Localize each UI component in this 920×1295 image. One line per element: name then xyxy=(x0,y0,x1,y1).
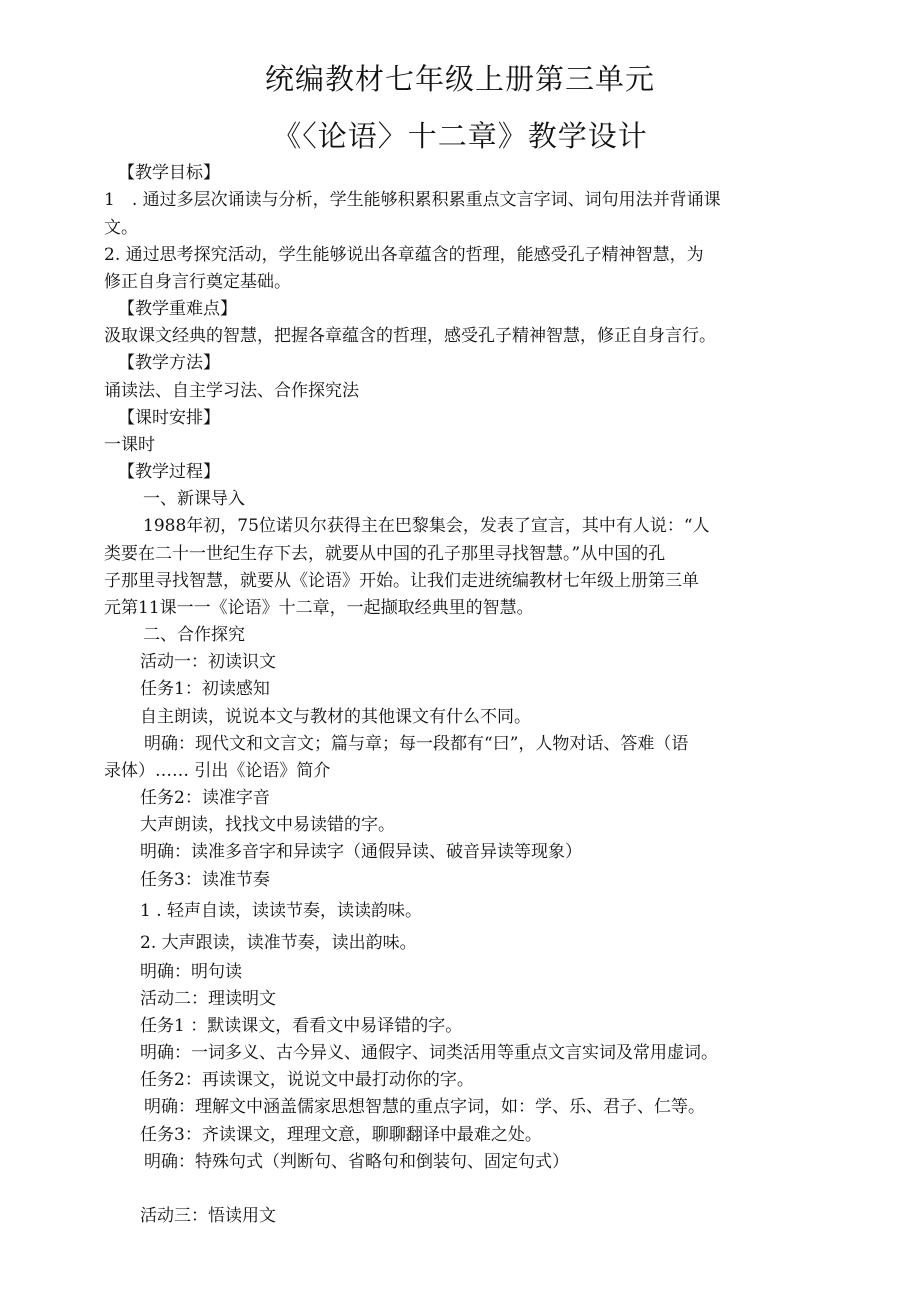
activity-heading: 活动三：悟读用文 xyxy=(140,1206,276,1226)
section-heading-schedule: 【课时安排】 xyxy=(118,408,220,428)
paragraph-line: 明确：明句读 xyxy=(140,962,242,982)
task-heading: 任务3：齐读课文，理理文意，聊聊翻译中最难之处。 xyxy=(140,1125,542,1145)
paragraph-line: 2. 大声跟读，读准节奏，读出韵味。 xyxy=(140,933,417,953)
paragraph-line: 大声朗读，找找文中易读错的字。 xyxy=(140,815,395,835)
document-subtitle: 《〈论语〉十二章》教学设计 xyxy=(272,119,648,153)
paragraph-line: 1 . 轻声自读，读读节奏，读读韵味。 xyxy=(140,901,423,921)
paragraph-line: 子那里寻找智慧，就要从《论语》开始。让我们走进统编教材七年级上册第三单 xyxy=(104,571,699,591)
subsection-heading: 二、合作探究 xyxy=(143,625,245,645)
task-heading: 任务1：初读感知 xyxy=(140,679,270,699)
task-heading: 任务2：再读课文，说说文中最打动你的字。 xyxy=(140,1070,474,1090)
paragraph-line: 明确：现代文和文言文；篇与章；每一段都有“曰”，人物对话、答难（语 xyxy=(144,734,689,754)
paragraph-line: 类要在二十一世纪生存下去，就要从中国的孔子那里寻找智慧。”从中国的孔 xyxy=(104,544,666,564)
paragraph-line: 1 . 通过多层次诵读与分析，学生能够积累积累重点文言字词、词句用法并背诵课 xyxy=(104,190,721,210)
paragraph-line: 汲取课文经典的智慧，把握各章蕴含的哲理，感受孔子精神智慧，修正自身言行。 xyxy=(104,326,716,346)
section-heading-key-points: 【教学重难点】 xyxy=(118,299,237,319)
task-heading: 任务2：读准字音 xyxy=(140,788,270,808)
section-heading-objectives: 【教学目标】 xyxy=(118,163,220,183)
paragraph-line: 明确：特殊句式（判断句、省略句和倒装句、固定句式） xyxy=(144,1152,569,1172)
activity-heading: 活动一：初读识文 xyxy=(140,652,276,672)
task-heading: 任务1 ：默读课文，看看文中易译错的字。 xyxy=(140,1016,463,1036)
paragraph-line: 1988年初，75位诺贝尔获得主在巴黎集会，发表了宣言，其中有人说：“人 xyxy=(143,516,710,536)
paragraph-line: 文。 xyxy=(104,218,138,238)
document-title: 统编教材七年级上册第三单元 xyxy=(264,62,655,96)
paragraph-line: 修正自身言行奠定基础。 xyxy=(104,272,291,292)
paragraph-line: 明确：一词多义、古今异义、通假字、词类活用等重点文言实词及常用虚词。 xyxy=(140,1043,718,1063)
paragraph-line: 元第11课一一《论语》十二章，一起撷取经典里的智慧。 xyxy=(104,598,534,618)
task-heading: 任务3：读准节奏 xyxy=(140,870,270,890)
paragraph-line: 自主朗读，说说本文与教材的其他课文有什么不同。 xyxy=(140,707,531,727)
subsection-heading: 一、新课导入 xyxy=(143,489,245,509)
section-heading-methods: 【教学方法】 xyxy=(118,353,220,373)
paragraph-line: 明确：理解文中涵盖儒家思想智慧的重点字词，如：学、乐、君子、仁等。 xyxy=(144,1097,705,1117)
activity-heading: 活动二：理读明文 xyxy=(140,989,276,1009)
section-heading-process: 【教学过程】 xyxy=(118,462,220,482)
paragraph-line: 一课时 xyxy=(104,435,155,455)
paragraph-line: 明确：读准多音字和异读字（通假异读、破音异读等现象） xyxy=(140,842,582,862)
paragraph-line: 录体）…… 引出《论语》简介 xyxy=(104,761,331,781)
paragraph-line: 诵读法、自主学习法、合作探究法 xyxy=(104,381,359,401)
paragraph-line: 2. 通过思考探究活动，学生能够说出各章蕴含的哲理，能感受孔子精神智慧，为 xyxy=(104,245,704,265)
